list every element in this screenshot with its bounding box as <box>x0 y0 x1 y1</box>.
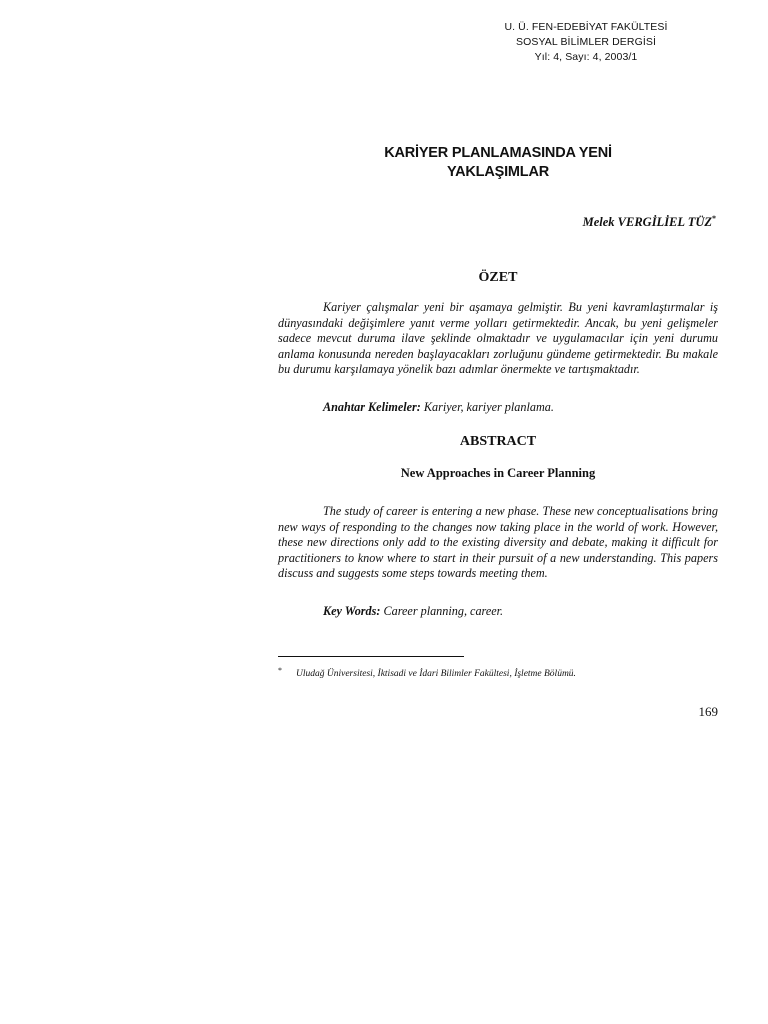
abstract-text: The study of career is entering a new phase. These new conceptualisations bring new ways of responding to the changes now taking place in the world of work. However, these new directions only add to the existing diversity and debate, making it difficult for practitioners to know where to start in their pursuit of a new understanding. This papers discuss and suggests some steps towards meeting them. <box>278 504 718 581</box>
turkish-keywords-label: Anahtar Kelimeler: <box>323 400 421 414</box>
ozet-heading: ÖZET <box>478 270 518 285</box>
turkish-keywords-value: Kariyer, kariyer planlama. <box>420 400 554 414</box>
paper-title-line-2: YAKLAŞIMLAR <box>447 164 549 180</box>
footnote-text: Uludağ Üniversitesi, İktisadi ve İdari Bilimler Fakültesi, İşletme Bölümü. <box>296 669 576 679</box>
journal-issue: Yıl: 4, Sayı: 4, 2003/1 <box>534 51 638 63</box>
english-keywords <box>323 604 503 619</box>
page-number: 169 <box>698 704 718 719</box>
journal-header <box>456 20 716 65</box>
footnote-mark: * <box>278 666 282 675</box>
footnote <box>278 666 718 679</box>
author <box>583 214 716 230</box>
footnote-divider <box>278 656 464 657</box>
paper-title <box>278 144 718 182</box>
turkish-keywords <box>323 400 554 415</box>
english-keywords-value: Career planning, career. <box>380 604 504 618</box>
english-keywords-label: Key Words: <box>323 604 381 618</box>
english-title: New Approaches in Career Planning <box>400 466 596 480</box>
author-footnote-mark: * <box>712 214 716 223</box>
ozet-text: Kariyer çalışmalar yeni bir aşamaya gelmiştir. Bu yeni kavramlaştırmalar iş dünyasındaki değişimlere yanıt verme yolları getirmektedir. Ancak, bu yeni gelişmeler sadece mevcut duruma ilave şeklinde olmaktadır ve uygulamacılar için yeni durumu anlama konusunda nereden başlayacakları zorluğunu gündeme getirmektedir. Bu makale bu durumu karşılamaya yönelik bazı adımlar önermekte ve tartışmaktadır. <box>278 300 718 377</box>
journal-faculty: U. Ü. FEN-EDEBİYAT FAKÜLTESİ <box>504 21 668 33</box>
abstract-heading: ABSTRACT <box>459 434 537 449</box>
paper-title-line-1: KARİYER PLANLAMASINDA YENİ <box>384 145 612 161</box>
author-name: Melek VERGİLİEL TÜZ <box>582 215 712 229</box>
journal-name: SOSYAL BİLİMLER DERGİSİ <box>515 36 656 48</box>
